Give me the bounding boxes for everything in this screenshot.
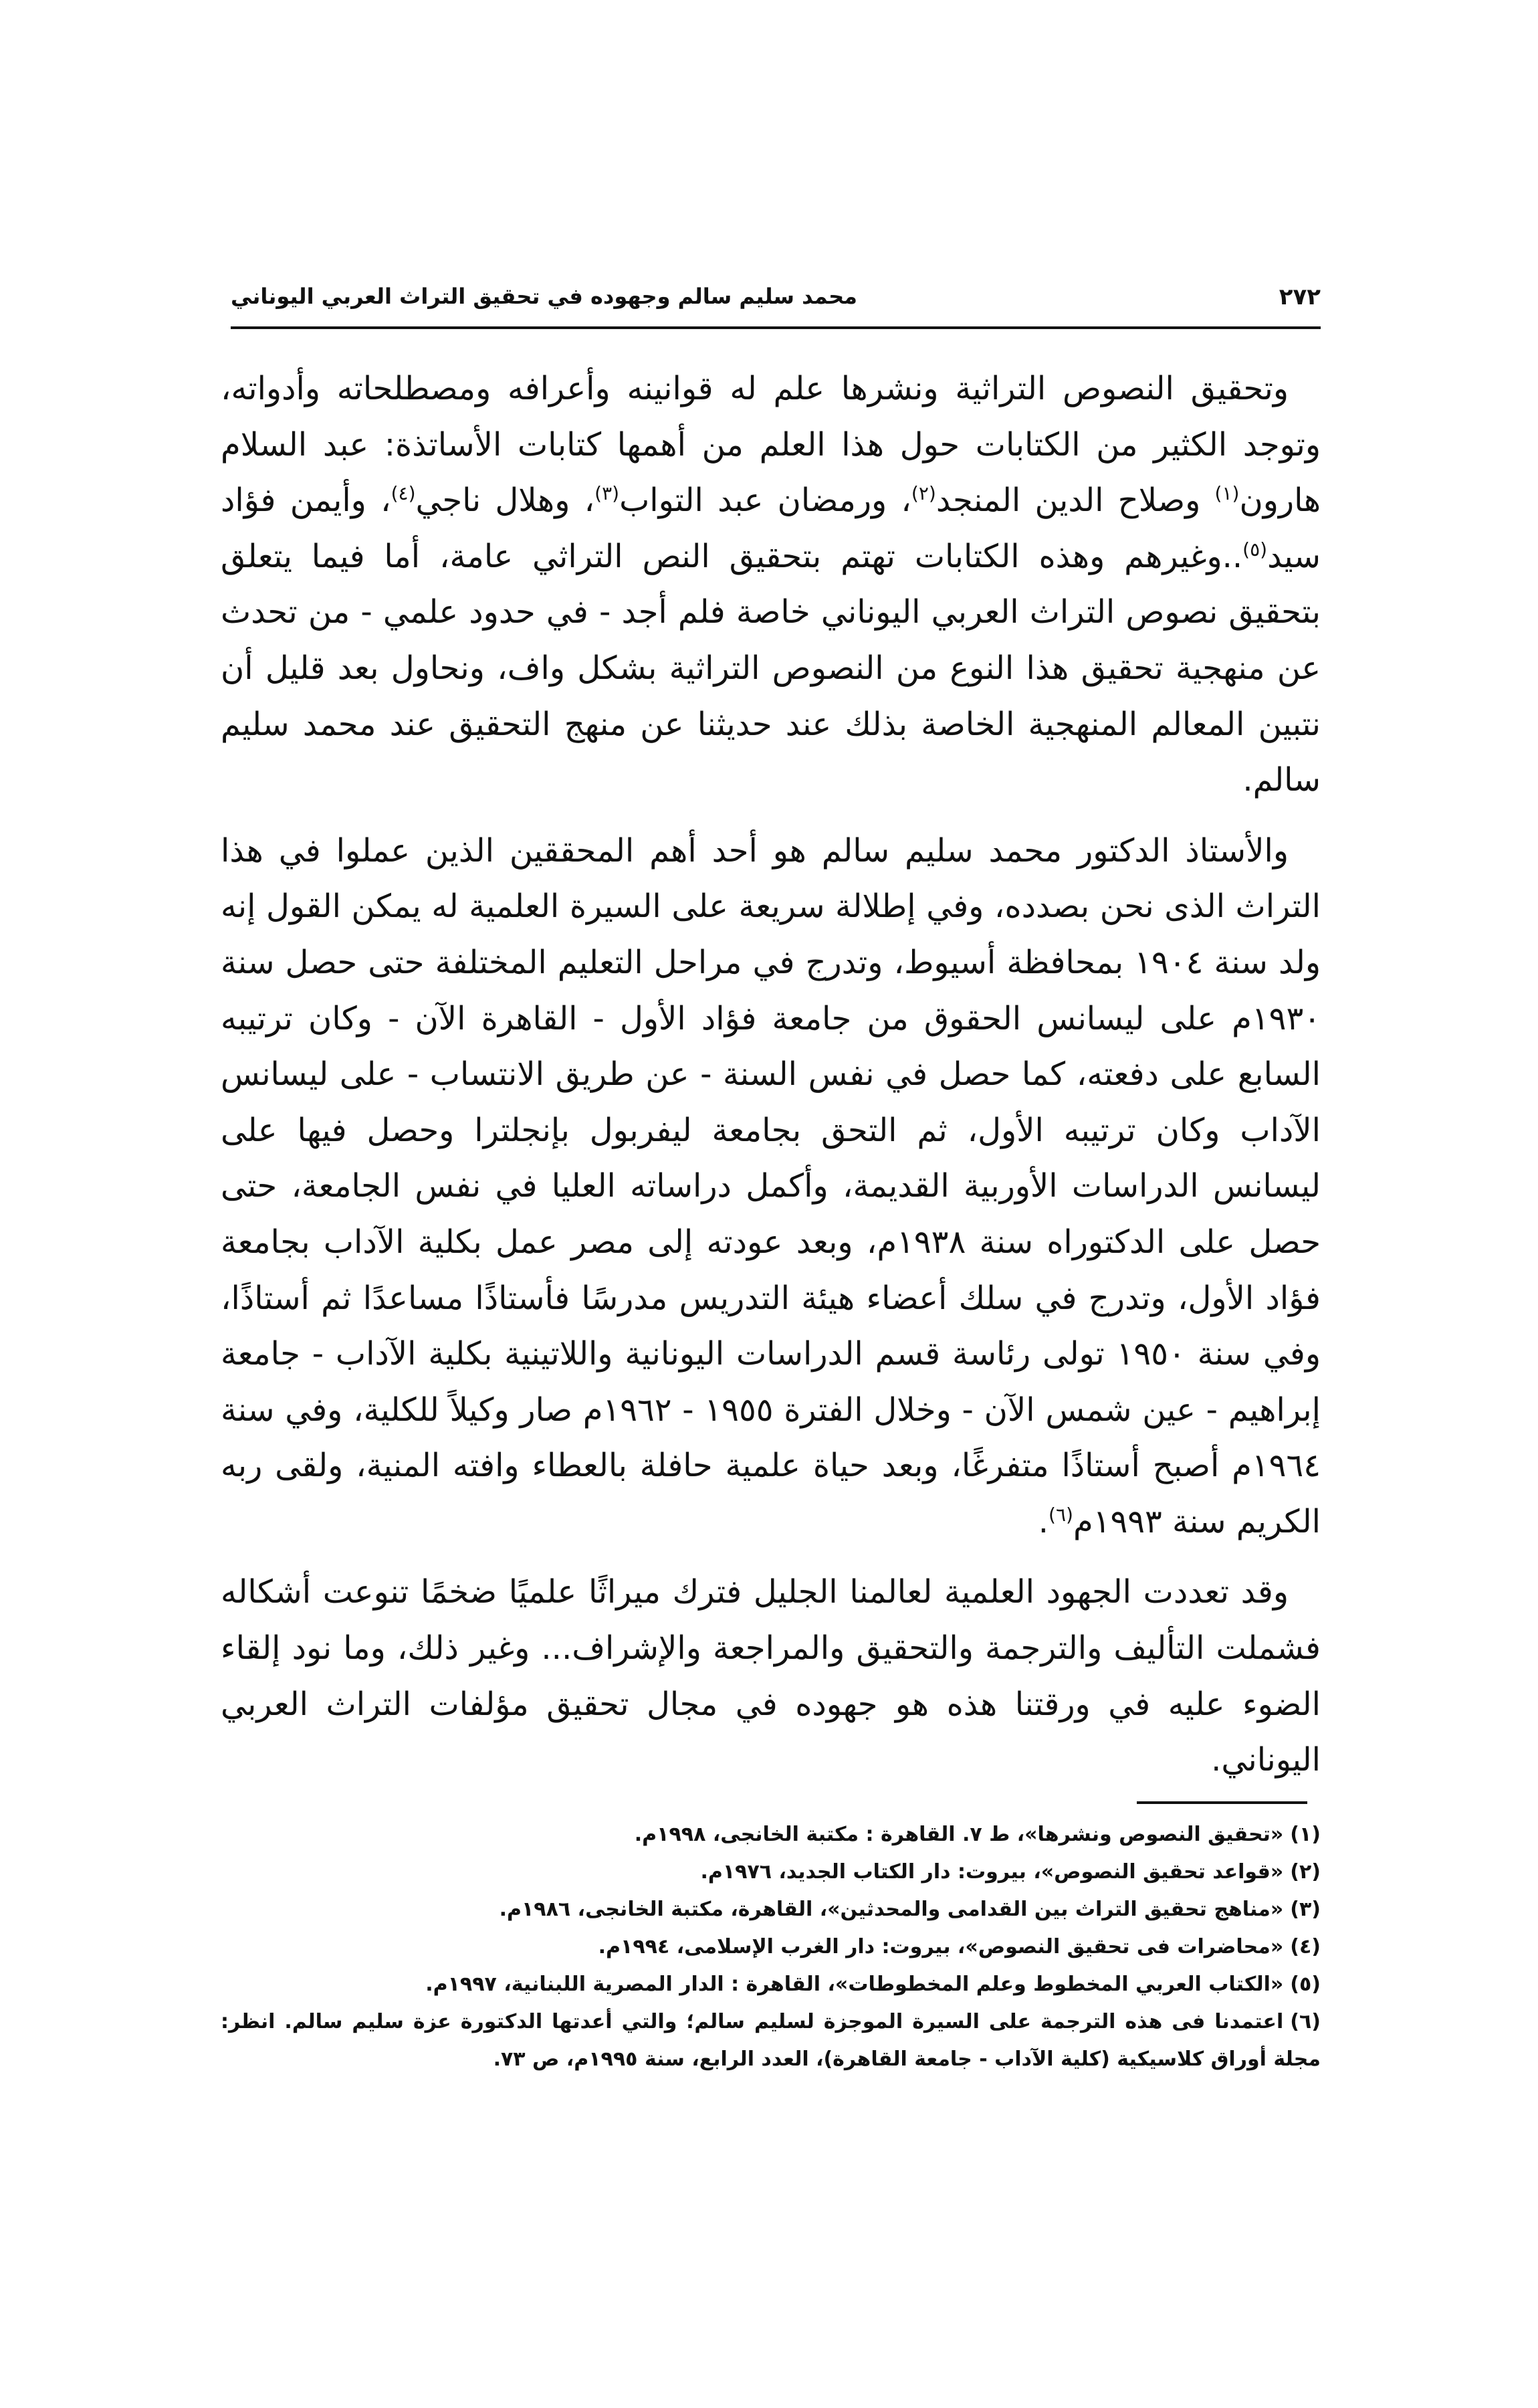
footnote-ref-3: (٣) (594, 482, 620, 505)
footnote-5 (221, 1966, 1321, 2003)
footnote-number: (٥) (1290, 1973, 1321, 1996)
footnote-number: (١) (1290, 1823, 1321, 1846)
footnote-ref-1: (١) (1214, 482, 1240, 505)
text-run: ، ورمضان عبد التواب (619, 482, 911, 520)
footnote-number: (٤) (1290, 1935, 1321, 1959)
footnote-3 (221, 1891, 1321, 1928)
running-header (231, 280, 1321, 326)
footnote-separator (1137, 1801, 1307, 1804)
footnote-ref-2: (٢) (911, 482, 936, 505)
text-run: ، وأيمن فؤاد سيد (221, 482, 1321, 575)
footnote-4 (221, 1928, 1321, 1966)
footnote-6 (221, 2003, 1321, 2078)
running-title: محمد سليم سالم وجهوده في تحقيق التراث العربي اليوناني (231, 284, 857, 309)
footnote-1 (221, 1816, 1321, 1853)
text-run: وصلاح الدين المنجد (936, 482, 1215, 520)
footnote-text: «محاضرات فى تحقيق النصوص»، بيروت: دار الغرب الإسلامى، ١٩٩٤م. (598, 1935, 1284, 1959)
footnote-text: اعتمدنا فى هذه الترجمة على السيرة الموجزة لسليم سالم؛ والتي أعدتها الدكتورة عزة سليم سالم. انظر: مجلة أوراق كلاسيكية (كلية الآداب - جامعة القاهرة)، العدد الرابع، سنة ١٩٩٥م، ص ٧٣. (221, 2010, 1321, 2071)
footnote-text: «الكتاب العربي المخطوط وعلم المخطوطات»، القاهرة : الدار المصرية اللبنانية، ١٩٩٧م. (425, 1973, 1284, 1996)
footnote-ref-4: (٤) (391, 482, 416, 505)
footnote-number: (٣) (1290, 1898, 1321, 1921)
footnote-2 (221, 1853, 1321, 1891)
page-number: ٢٧٢ (1279, 284, 1321, 310)
main-text (221, 361, 1321, 1789)
text-run: . (1038, 1502, 1049, 1540)
paragraph-1 (221, 361, 1321, 809)
footnote-text: «تحقيق النصوص ونشرها»، ط ٧. القاهرة : مكتبة الخانجى، ١٩٩٨م. (634, 1823, 1284, 1846)
footnote-text: «مناهج تحقيق التراث بين القدامى والمحدثين»، القاهرة، مكتبة الخانجى، ١٩٨٦م. (499, 1898, 1284, 1921)
text-run: وتحقيق النصوص التراثية ونشرها علم له قوانينه وأعرافه ومصطلحاته وأدواته، وتوجد الكثير من الكتابات حول هذا العلم من أهمها كتابات الأساتذة: عبد السلام هارون (221, 370, 1321, 520)
footnote-ref-6: (٦) (1049, 1503, 1073, 1526)
text-run: ..وغيرهم وهذه الكتابات تهتم بتحقيق النص التراثي عامة، أما فيما يتعلق بتحقيق نصوص التراث العربي اليوناني خاصة فلم أجد - في حدود علمي - من تحدث عن منهجية تحقيق هذا النوع من النصوص التراثية بشكل واف، ونحاول بعد قليل أن نتبين المعالم المنهجية الخاصة بذلك عند حديثنا عن منهج التحقيق عند محمد سليم سالم. (221, 537, 1321, 799)
footnote-ref-5: (٥) (1242, 538, 1268, 561)
text-run: ، وهلال ناجي (415, 482, 595, 520)
text-run: وقد تعددت الجهود العلمية لعالمنا الجليل فترك ميراثًا علميًا ضخمًا تنوعت أشكاله فشملت التأليف والترجمة والتحقيق والمراجعة والإشراف... وغير ذلك، وما نود إلقاء الضوء عليه في ورقتنا هذه هو جهوده في مجال تحقيق مؤلفات التراث العربي اليوناني. (221, 1573, 1321, 1779)
text-run: والأستاذ الدكتور محمد سليم سالم هو أحد أهم المحققين الذين عملوا في هذا التراث الذى نحن بصدده، وفي إطلالة سريعة على السيرة العلمية له يمكن القول إنه ولد سنة ١٩٠٤ بمحافظة أسيوط، وتدرج في مراحل التعليم المختلفة حتى حصل سنة ١٩٣٠م على ليسانس الحقوق من جامعة فؤاد الأول - القاهرة الآن - وكان ترتيبه السابع على دفعته، كما حصل في نفس السنة - عن طريق الانتساب - على ليسانس الآداب وكان ترتيبه الأول، ثم التحق بجامعة ليفربول بإنجلترا وحصل فيها على ليسانس الدراسات الأوربية القديمة، وأكمل دراساته العليا في نفس الجامعة، حتى حصل على الدكتوراه سنة ١٩٣٨م، وبعد عودته إلى مصر عمل بكلية الآداب بجامعة فؤاد الأول، وتدرج في سلك أعضاء هيئة التدريس مدرسًا فأستاذًا مساعدًا ثم أستاذًا، وفي سنة ١٩٥٠ تولى رئاسة قسم الدراسات اليونانية واللاتينية بكلية الآداب - جامعة إبراهيم - عين شمس الآن - وخلال الفترة ١٩٥٥ - ١٩٦٢م صار وكيلاً للكلية، وفي سنة ١٩٦٤م أصبح أستاذًا متفرغًا، وبعد حياة علمية حافلة بالعطاء وافته المنية، ولقى ربه الكريم سنة ١٩٩٣م (221, 831, 1321, 1540)
footnote-number: (٦) (1290, 2010, 1321, 2033)
footnote-number: (٢) (1290, 1860, 1321, 1884)
paragraph-3 (221, 1565, 1321, 1788)
header-rule (231, 326, 1321, 329)
footnote-text: «قواعد تحقيق النصوص»، بيروت: دار الكتاب الجديد، ١٩٧٦م. (700, 1860, 1284, 1884)
footnotes (221, 1816, 1321, 2078)
paragraph-2 (221, 823, 1321, 1550)
